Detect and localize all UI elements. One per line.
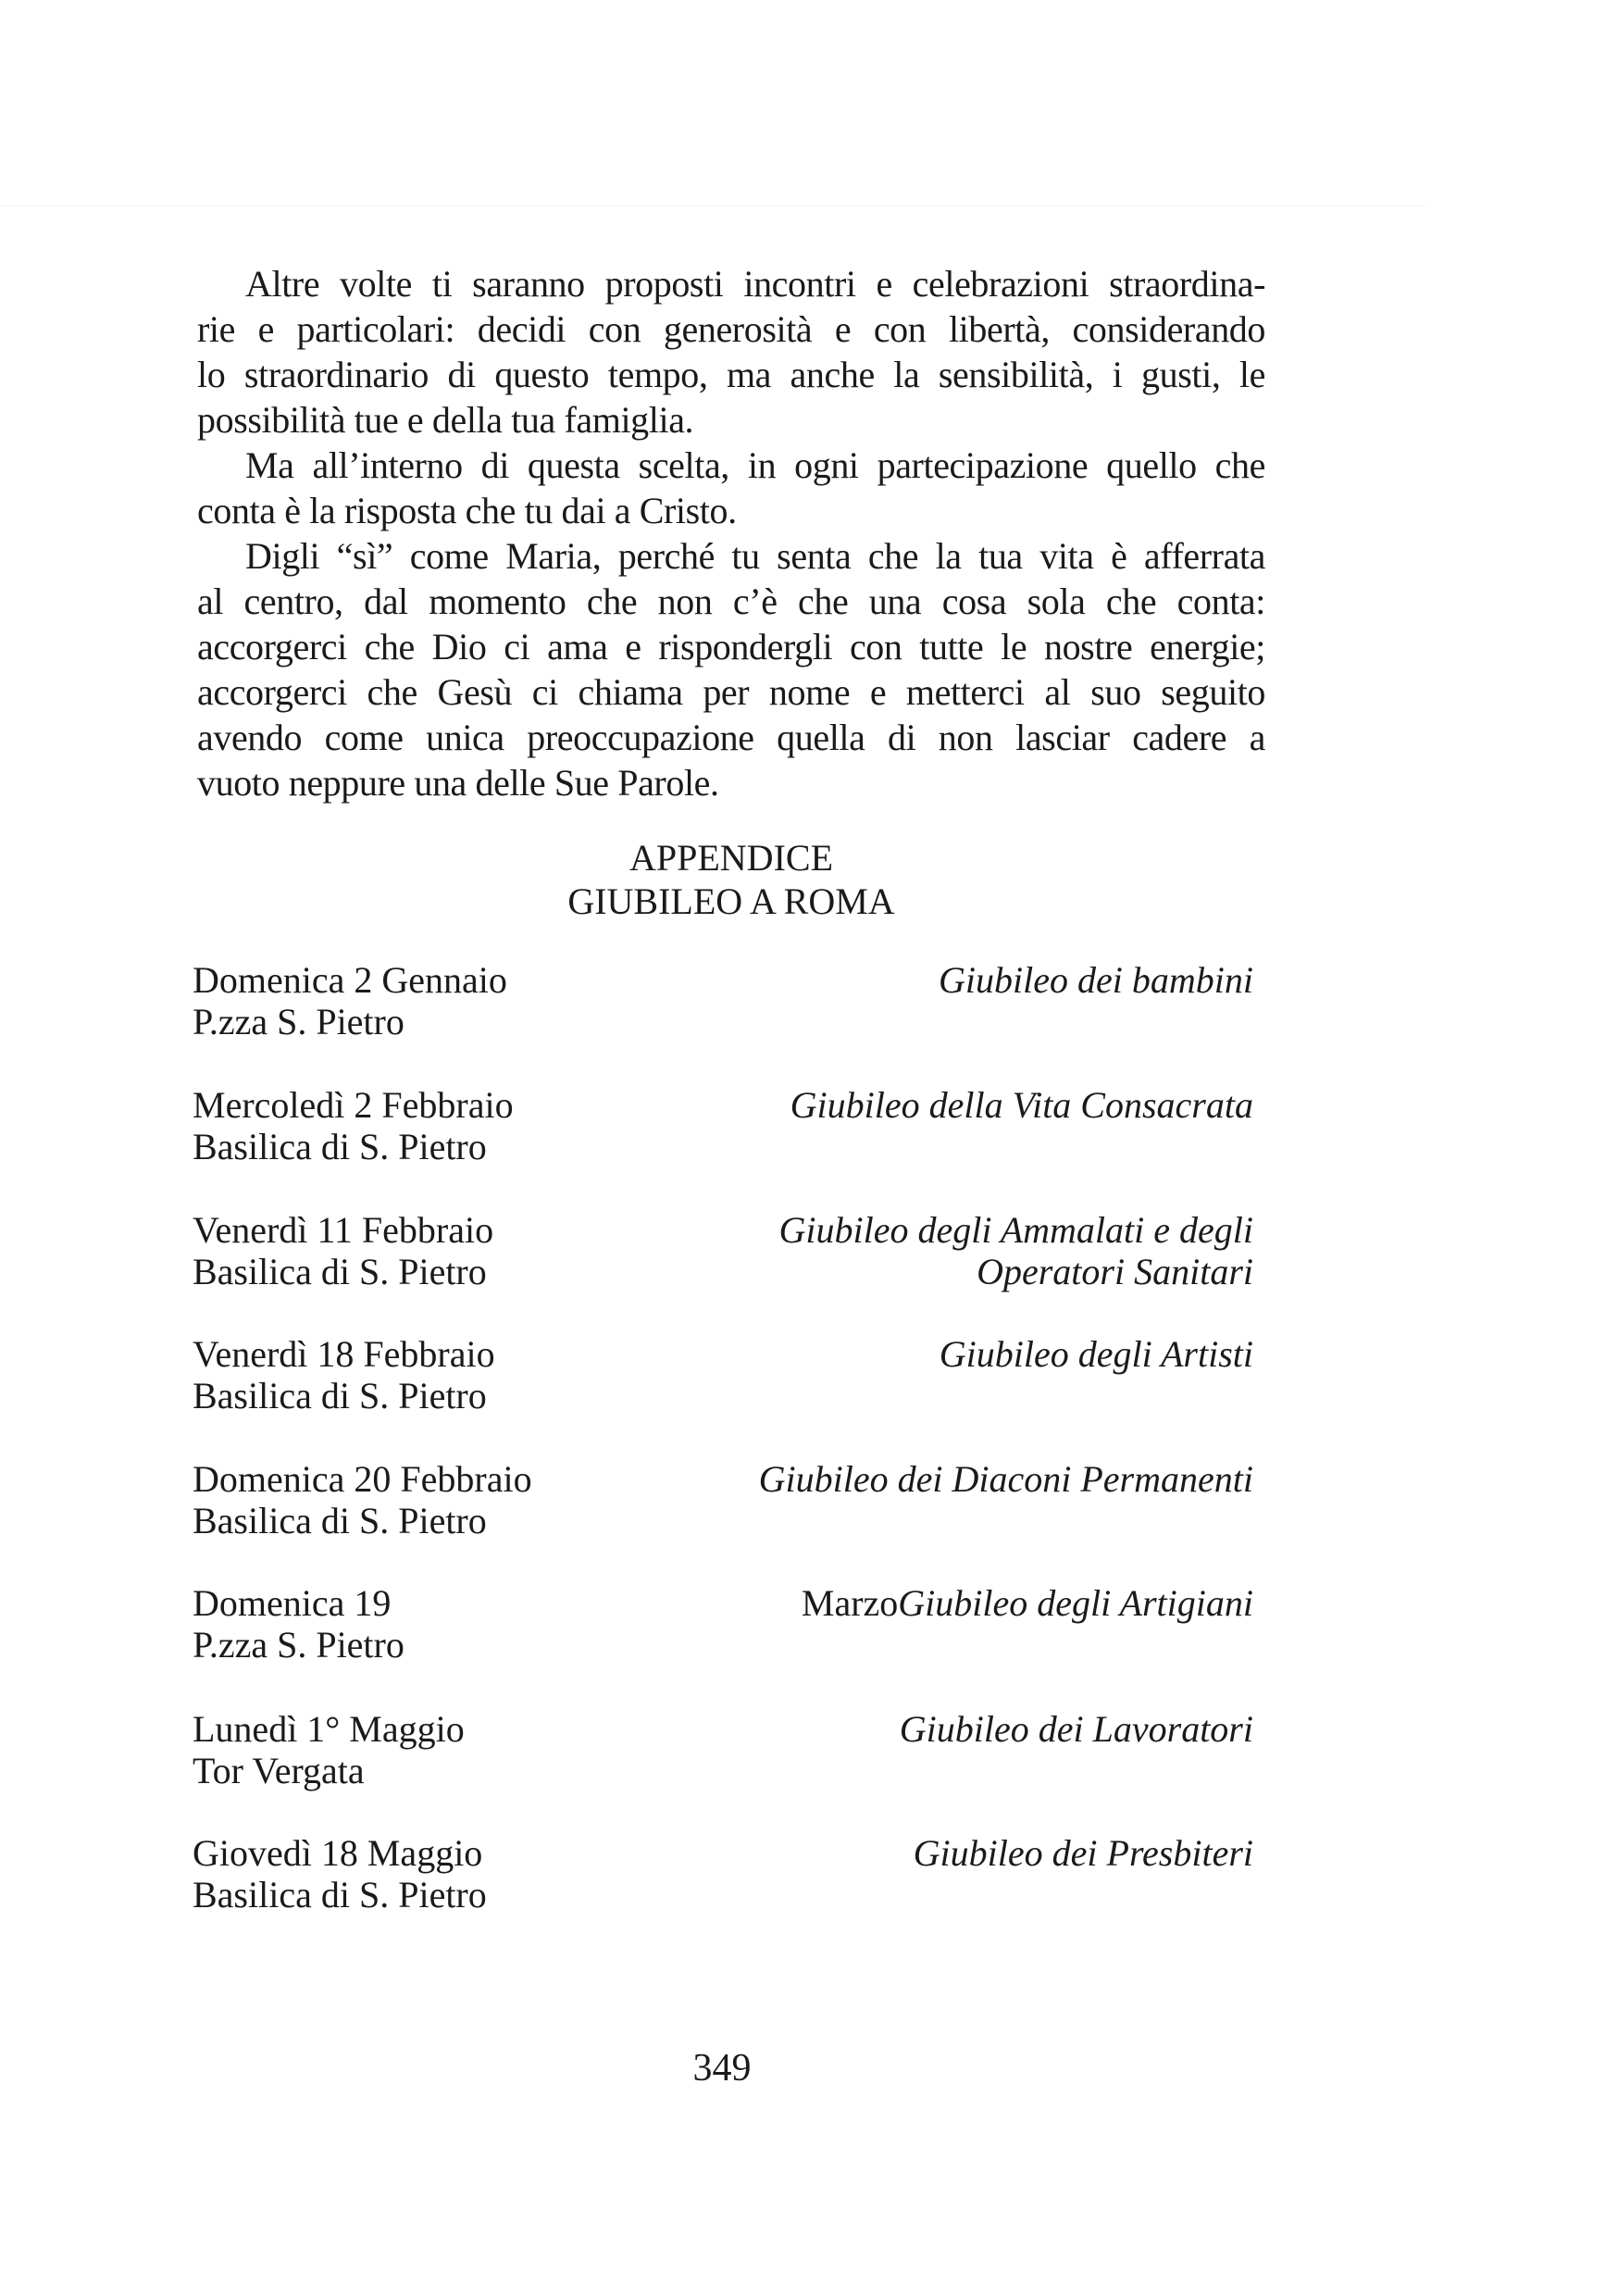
entry-event: Giubileo degli Ammalati e degli: [778, 1209, 1253, 1251]
entry-date: Domenica 20 Febbraio: [193, 1458, 532, 1500]
text-line: avendo come unica preoccupazione quella di non lasciar cadere a: [197, 717, 1265, 758]
text-line: rie e particolari: decidi con generosità e con libertà, considerando: [197, 308, 1265, 350]
entry-date: Lunedì 1° Maggio: [193, 1708, 465, 1750]
text-line: Digli “sì” come Maria, perché tu senta che la tua vita è afferrata: [245, 535, 1265, 577]
text-line: conta è la risposta che tu dai a Cristo.: [197, 490, 737, 531]
entry-place: Basilica di S. Pietro: [193, 1500, 487, 1541]
text-line: possibilità tue e della tua famiglia.: [197, 399, 694, 441]
entry-place: Tor Vergata: [193, 1750, 365, 1791]
entry-place: P.zza S. Pietro: [193, 1001, 404, 1042]
entry-event: Giubileo della Vita Consacrata: [790, 1084, 1253, 1126]
text-line: vuoto neppure una delle Sue Parole.: [197, 762, 719, 804]
text-line: Ma all’interno di questa scelta, in ogni partecipazione quello che: [245, 444, 1265, 486]
text-line: Altre volte ti saranno proposti incontri e celebrazioni straordina-: [245, 263, 1265, 305]
entry-event-prefix: Marzo: [801, 1582, 899, 1624]
text-line: accorgerci che Gesù ci chiama per nome e metterci al suo seguito: [197, 671, 1265, 713]
entry-event: Giubileo dei Presbiteri: [913, 1832, 1253, 1874]
entry-place: Basilica di S. Pietro: [193, 1874, 487, 1915]
text-line: lo straordinario di questo tempo, ma anche la sensibilità, i gusti, le: [197, 354, 1265, 395]
appendix-subtitle: GIUBILEO A ROMA: [567, 880, 895, 922]
entry-event-cont: Operatori Sanitari: [977, 1251, 1253, 1292]
entry-date: Venerdì 11 Febbraio: [193, 1209, 494, 1251]
entry-event: Giubileo degli Artigiani: [898, 1582, 1253, 1624]
page-number: 349: [692, 2047, 752, 2090]
entry-place: P.zza S. Pietro: [193, 1624, 404, 1666]
entry-place: Basilica di S. Pietro: [193, 1251, 487, 1292]
entry-date: Venerdì 18 Febbraio: [193, 1333, 495, 1375]
entry-date: Domenica 19: [193, 1582, 392, 1624]
entry-date: Giovedì 18 Maggio: [193, 1832, 483, 1874]
entry-event: Giubileo dei Diaconi Permanenti: [758, 1458, 1253, 1500]
entry-place: Basilica di S. Pietro: [193, 1126, 487, 1167]
appendix-title: APPENDICE: [629, 837, 834, 879]
text-line: accorgerci che Dio ci ama e rispondergli con tutte le nostre energie;: [197, 626, 1265, 668]
body-text: [197, 261, 1265, 805]
entry-date: Mercoledì 2 Febbraio: [193, 1084, 514, 1126]
entry-place: Basilica di S. Pietro: [193, 1375, 487, 1416]
entry-date: Domenica 2 Gennaio: [193, 959, 507, 1001]
entry-event: Giubileo dei Lavoratori: [899, 1708, 1253, 1750]
entry-event: Giubileo degli Artisti: [939, 1333, 1253, 1375]
text-line: al centro, dal momento che non c’è che una cosa sola che conta:: [197, 580, 1265, 622]
entry-event: Giubileo dei bambini: [939, 959, 1253, 1001]
